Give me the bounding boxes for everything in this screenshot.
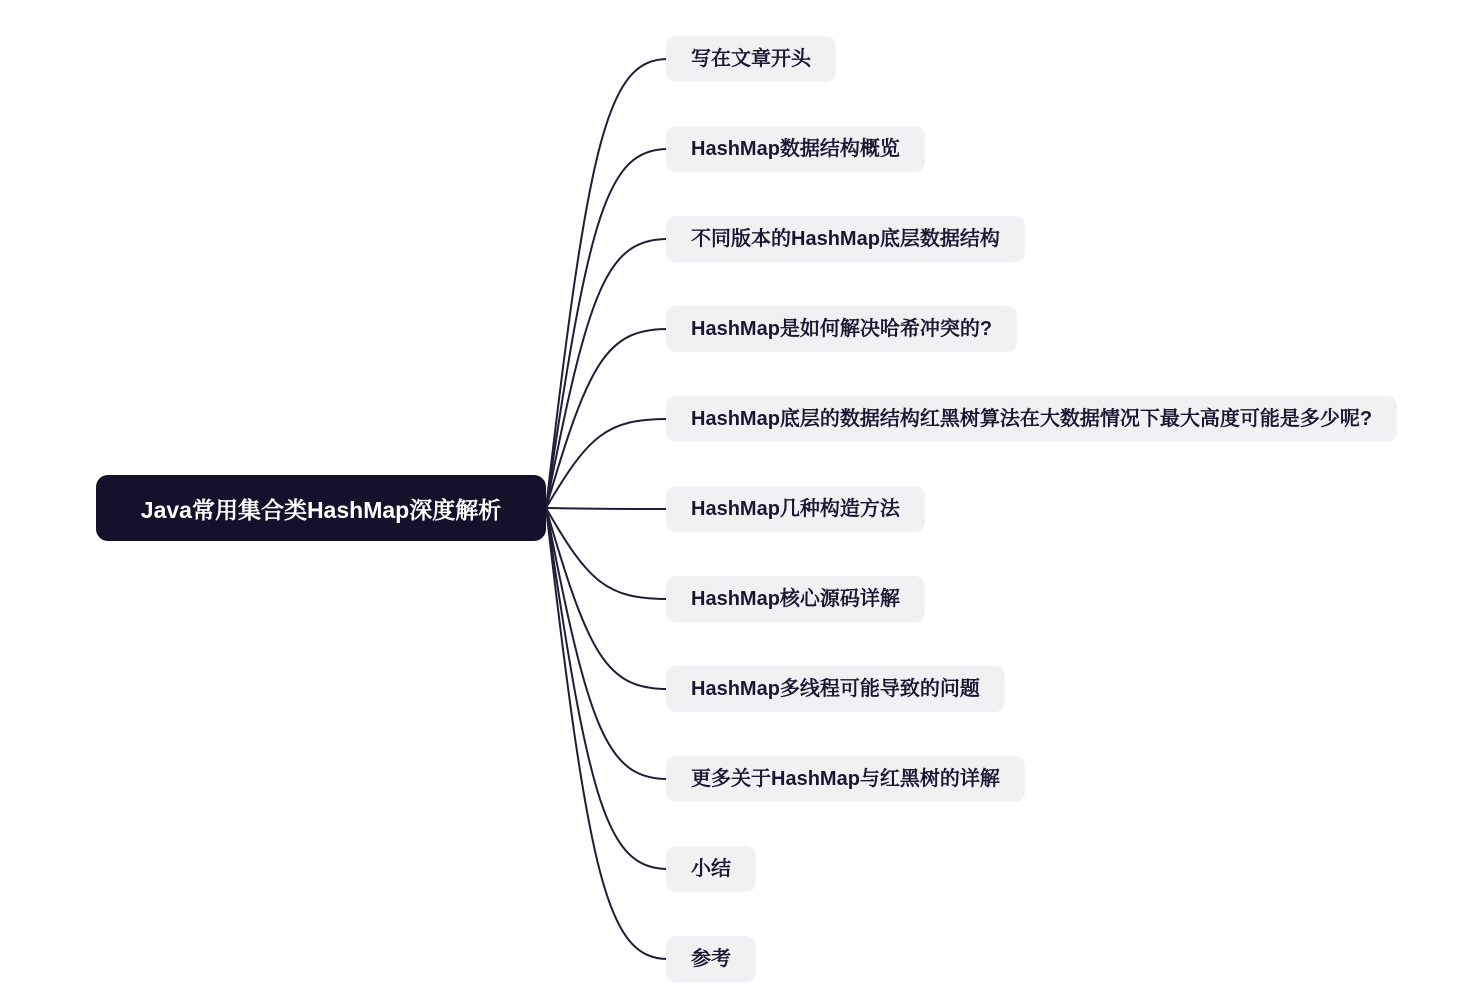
connector-path xyxy=(546,59,668,508)
connector-path xyxy=(546,419,668,508)
mindmap-branch-node[interactable]: 参考 xyxy=(666,936,756,982)
mindmap-branch-node[interactable]: HashMap核心源码详解 xyxy=(666,576,925,622)
mindmap-branch-node[interactable]: 不同版本的HashMap底层数据结构 xyxy=(666,216,1025,262)
mindmap-branch-node[interactable]: 更多关于HashMap与红黑树的详解 xyxy=(666,756,1025,802)
connector-path xyxy=(546,329,668,508)
connector-path xyxy=(546,508,668,869)
mindmap-branch-node[interactable]: HashMap多线程可能导致的问题 xyxy=(666,666,1005,712)
connector-path xyxy=(546,508,668,689)
mindmap-root-node[interactable]: Java常用集合类HashMap深度解析 xyxy=(96,475,546,541)
connector-path xyxy=(546,508,668,959)
connector-path xyxy=(546,149,668,508)
connector-path xyxy=(546,508,668,599)
mindmap-branch-node[interactable]: HashMap数据结构概览 xyxy=(666,126,925,172)
connector-path xyxy=(546,508,668,509)
mindmap-branch-node[interactable]: HashMap几种构造方法 xyxy=(666,486,925,532)
mindmap-branch-node[interactable]: HashMap是如何解决哈希冲突的? xyxy=(666,306,1017,352)
connector-path xyxy=(546,508,668,779)
mindmap-branch-node[interactable]: HashMap底层的数据结构红黑树算法在大数据情况下最大高度可能是多少呢? xyxy=(666,396,1397,442)
connector-path xyxy=(546,239,668,508)
mindmap-branch-node[interactable]: 小结 xyxy=(666,846,756,892)
mindmap-branch-node[interactable]: 写在文章开头 xyxy=(666,36,836,82)
